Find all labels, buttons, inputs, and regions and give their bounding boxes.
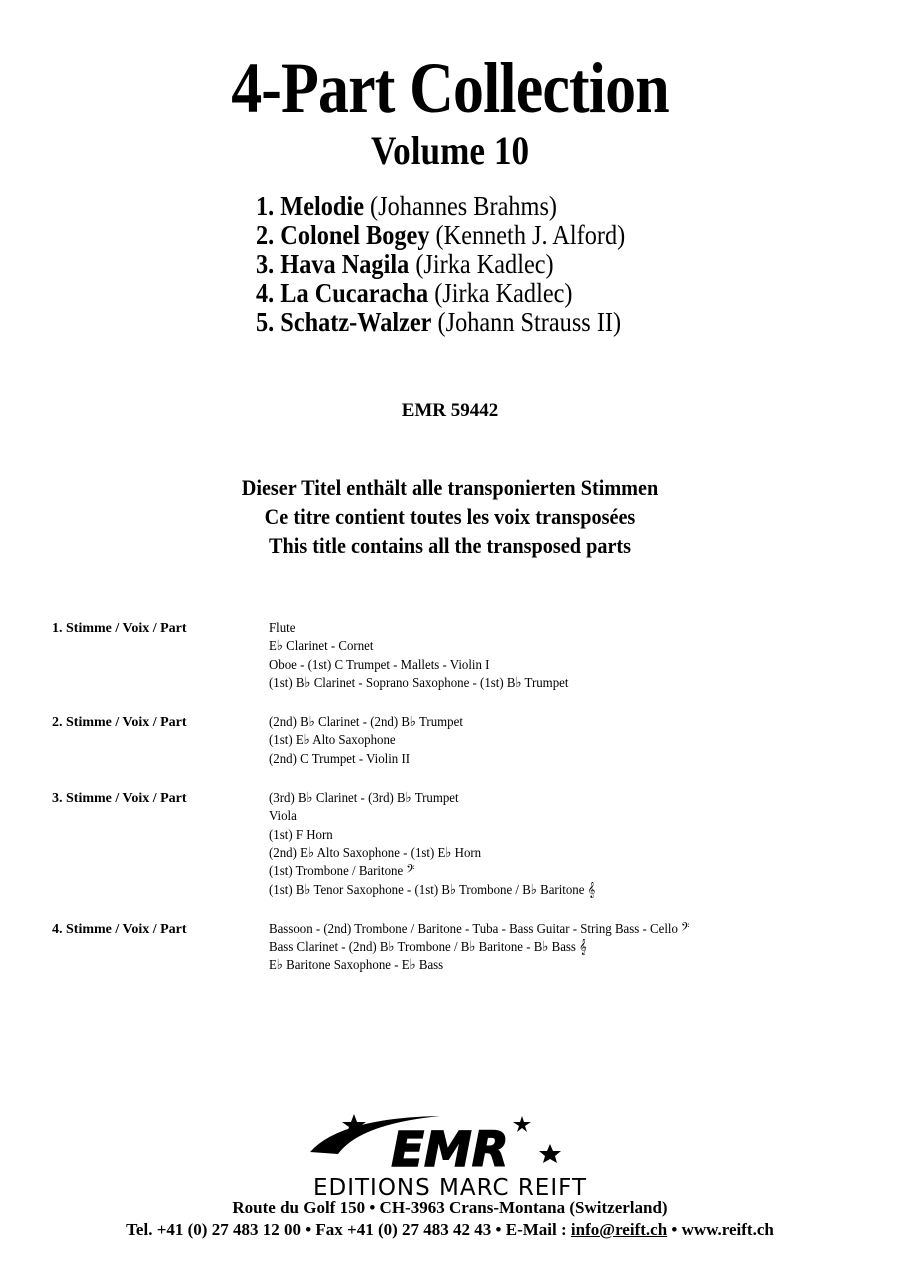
transposition-notes <box>0 473 900 560</box>
note-english: This title contains all the transposed parts <box>268 533 632 558</box>
piece-item: 3. Hava Nagila (Jirka Kadlec) <box>256 249 554 279</box>
part-group-2 <box>52 714 852 769</box>
note-german: Dieser Titel enthält alle transponierten Stimmen <box>241 475 659 500</box>
part-group-1 <box>52 620 852 693</box>
emr-logo <box>300 1108 600 1200</box>
volume-subtitle: Volume 10 <box>370 128 530 173</box>
instrument-line: Bassoon - (2nd) Trombone / Baritone - Tuba - Bass Guitar - String Bass - Cello 𝄢 <box>269 921 690 937</box>
instrument-line: (2nd) E♭ Alto Saxophone - (1st) E♭ Horn <box>269 845 482 861</box>
part-label: 1. Stimme / Voix / Part <box>52 621 187 636</box>
instrument-line: (3rd) B♭ Clarinet - (3rd) B♭ Trumpet <box>269 791 459 807</box>
part-label: 3. Stimme / Voix / Part <box>52 791 187 807</box>
piece-item: 1. Melodie (Johannes Brahms) <box>256 191 558 221</box>
instrument-line: E♭ Clarinet - Cornet <box>269 639 374 655</box>
publisher-name: EDITIONS MARC REIFT <box>312 1175 588 1200</box>
catalog-number: EMR 59442 <box>401 400 499 421</box>
instrument-line: (2nd) C Trumpet - Violin II <box>269 751 411 767</box>
piece-list <box>256 192 666 337</box>
star-icon <box>513 1116 531 1132</box>
instrument-line: E♭ Baritone Saxophone - E♭ Bass <box>269 958 444 974</box>
publisher-contact <box>0 1219 900 1241</box>
instrument-line: (1st) Trombone / Baritone 𝄢 <box>269 864 415 880</box>
instrument-line: Oboe - (1st) C Trumpet - Mallets - Violin I <box>269 657 490 673</box>
logo-mark: EMR <box>391 1122 509 1178</box>
instrument-line: (1st) B♭ Clarinet - Soprano Saxophone - (1st) B♭ Trumpet <box>269 675 569 691</box>
part-label: 4. Stimme / Voix / Part <box>52 921 187 937</box>
piece-item: 2. Colonel Bogey (Kenneth J. Alford) <box>256 220 626 250</box>
piece-item: 5. Schatz-Walzer (Johann Strauss II) <box>256 307 622 337</box>
instrument-line: Viola <box>269 809 297 825</box>
website-text: • www.reift.ch <box>667 1220 774 1239</box>
instrument-line: Bass Clarinet - (2nd) B♭ Trombone / B♭ Baritone - B♭ Bass 𝄞 <box>269 940 587 956</box>
page-title: 4-Part Collection <box>231 48 669 128</box>
part-group-3 <box>52 790 852 900</box>
email-link[interactable]: info@reift.ch <box>570 1220 668 1239</box>
instrument-line: (1st) F Horn <box>269 827 333 843</box>
publisher-address: Route du Golf 150 • CH-3963 Crans-Montana (Switzerland) <box>232 1198 668 1217</box>
instrument-line: (2nd) B♭ Clarinet - (2nd) B♭ Trumpet <box>269 715 463 731</box>
parts-list <box>52 620 852 997</box>
star-icon <box>539 1144 561 1163</box>
part-group-4 <box>52 921 852 976</box>
part-label: 2. Stimme / Voix / Part <box>52 715 187 731</box>
instrument-line: (1st) B♭ Tenor Saxophone - (1st) B♭ Trombone / B♭ Baritone 𝄞 <box>269 882 596 898</box>
instrument-line: (1st) E♭ Alto Saxophone <box>269 733 396 749</box>
contact-phone-fax: Tel. +41 (0) 27 483 12 00 • Fax +41 (0) 27 483 42 43 • E-Mail : <box>126 1220 571 1239</box>
instrument-line: Flute <box>269 621 296 636</box>
piece-item: 4. La Cucaracha (Jirka Kadlec) <box>256 278 573 308</box>
note-french: Ce titre contient toutes les voix transposées <box>264 504 636 529</box>
